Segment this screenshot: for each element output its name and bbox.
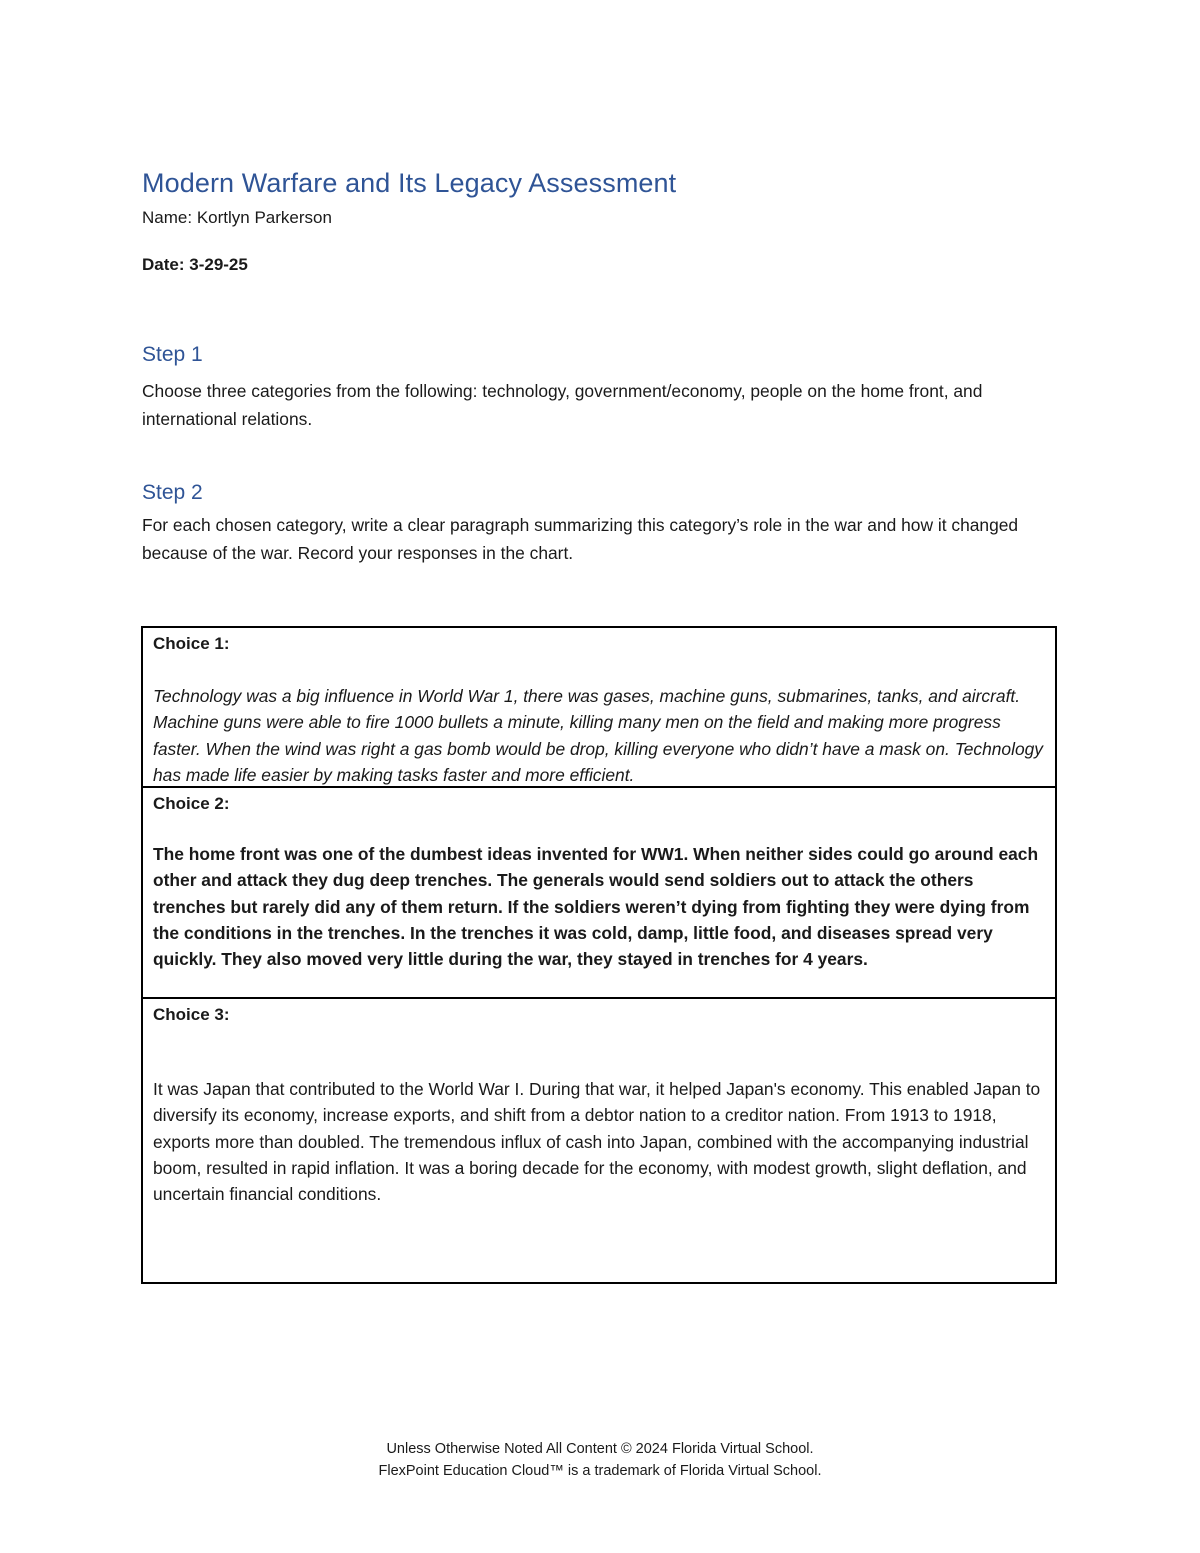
step-2-heading: Step 2 xyxy=(142,481,203,504)
date-label: Date: xyxy=(142,255,185,274)
date-value: 3-29-25 xyxy=(189,255,248,274)
choice-2-cell xyxy=(141,786,1057,999)
step-1-instructions: Choose three categories from the following: technology, government/economy, people on the home front, and international relations. xyxy=(142,381,983,429)
footer-copyright: Unless Otherwise Noted All Content © 2024 Florida Virtual School. xyxy=(386,1441,814,1457)
step-2-instructions: For each chosen category, write a clear paragraph summarizing this category’s role in the war and how it changed because of the war. Record your responses in the chart. xyxy=(142,515,1019,563)
page-title: Modern Warfare and Its Legacy Assessment xyxy=(142,168,677,198)
choice-3-response: It was Japan that contributed to the World War I. During that war, it helped Japan's economy. This enabled Japan to diversify its economy, increase exports, and shift from a debtor nation to a creditor nation. From 1913 to 1918, exports more than doubled. The tremendous influx of cash into Japan, combined with the accompanying industrial boom, resulted in rapid inflation. It was a boring decade for the economy, with modest growth, slight deflation, and uncertain financial conditions. xyxy=(153,1079,1041,1205)
choice-3-label: Choice 3: xyxy=(153,1005,230,1024)
name-value: Kortlyn Parkerson xyxy=(196,208,332,227)
step-1-heading: Step 1 xyxy=(142,343,203,366)
date-line xyxy=(142,255,248,275)
choice-2-response: The home front was one of the dumbest ideas invented for WW1. When neither sides could go around each other and attack they dug deep trenches. The generals would send soldiers out to attack the others trenches but rarely did any of them return. If the soldiers weren’t dying from fighting they were dying from the conditions in the trenches. In the trenches it was cold, damp, little food, and diseases spread very quickly. They also moved very little during the war, they stayed in trenches for 4 years. xyxy=(153,844,1039,970)
name-label: Name: xyxy=(142,208,193,227)
choice-1-response: Technology was a big influence in World War 1, there was gases, machine guns, submarines, tanks, and aircraft. Machine guns were able to fire 1000 bullets a minute, killing many men on the field and making more progress faster. When the wind was right a gas bomb would be drop, killing everyone who didn’t have a mask on. Technology has made life easier by making tasks faster and more efficient. xyxy=(153,686,1044,785)
choice-1-cell xyxy=(141,626,1057,788)
choice-1-label: Choice 1: xyxy=(153,634,230,653)
name-line xyxy=(142,208,332,228)
choice-2-label: Choice 2: xyxy=(153,794,230,813)
choice-3-cell xyxy=(141,997,1057,1284)
footer-trademark: FlexPoint Education Cloud™ is a trademark of Florida Virtual School. xyxy=(378,1463,822,1479)
